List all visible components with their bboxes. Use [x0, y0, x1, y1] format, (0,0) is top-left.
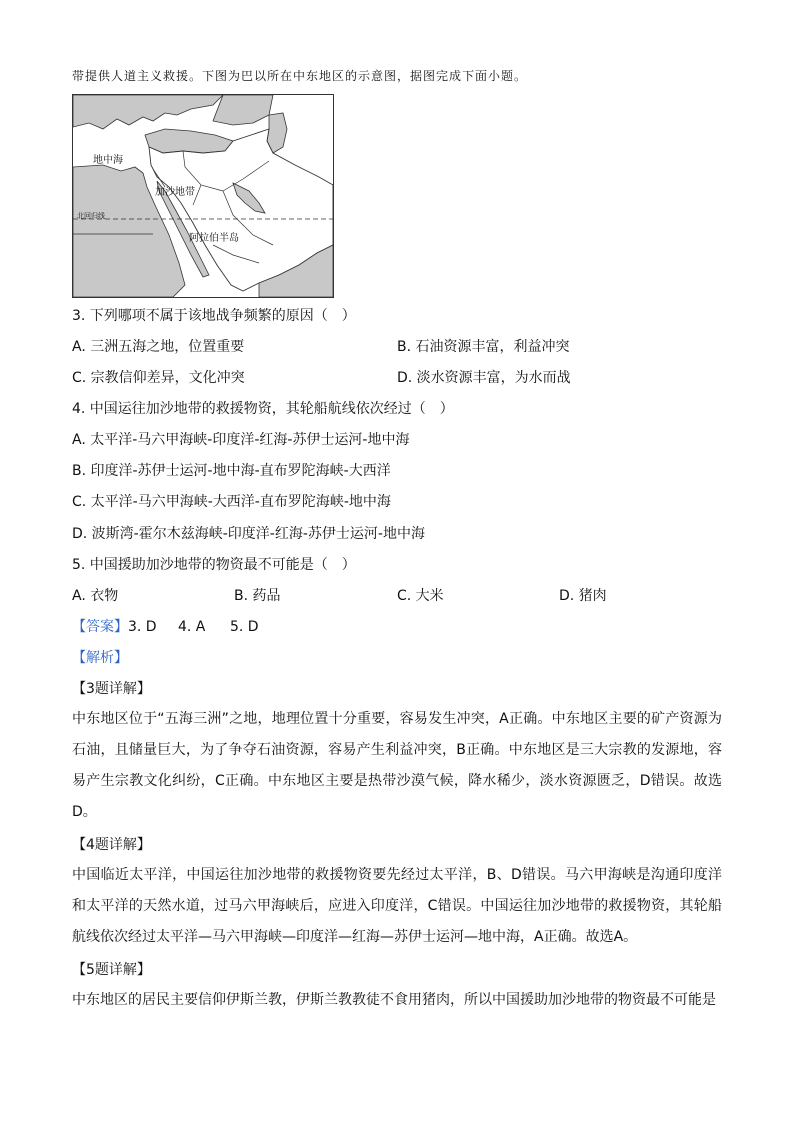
- answer-4: 4. A: [178, 619, 206, 635]
- q4-option-d: D. 波斯湾-霍尔木兹海峡-印度洋-红海-苏伊士运河-地中海: [72, 526, 425, 542]
- q4-stem: 4. 中国运往加沙地带的救援物资，其轮船航线依次经过（ ）: [72, 401, 454, 417]
- label-arabia: 阿拉伯半岛: [189, 233, 239, 244]
- d5-heading: 【5题详解】: [72, 962, 151, 978]
- answer-5: 5. D: [230, 619, 259, 635]
- answer-label: 【答案】: [72, 619, 128, 635]
- label-gaza: 加沙地带: [155, 187, 195, 198]
- q3-option-a: A. 三洲五海之地，位置重要: [72, 339, 245, 355]
- q3-option-b: B. 石油资源丰富，利益冲突: [397, 339, 570, 355]
- q5-option-c: C. 大米: [397, 588, 444, 604]
- q5-option-d: D. 猪肉: [559, 588, 607, 604]
- label-mediterranean: 地中海: [93, 155, 123, 166]
- intro-text: 带提供人道主义救援。下图为巴以所在中东地区的示意图，据图完成下面小题。: [72, 69, 528, 83]
- q5-option-b: B. 药品: [234, 588, 281, 604]
- label-tropic: 北回归线: [77, 212, 105, 220]
- answer-3: 3. D: [128, 619, 157, 635]
- q4-option-c: C. 太平洋-马六甲海峡-大西洋-直布罗陀海峡-地中海: [72, 494, 391, 510]
- middle-east-map: [72, 94, 334, 298]
- q5-stem: 5. 中国援助加沙地带的物资最不可能是（ ）: [72, 557, 356, 573]
- d3-heading: 【3题详解】: [72, 681, 151, 697]
- q3-option-c: C. 宗教信仰差异，文化冲突: [72, 370, 245, 386]
- q3-option-d: D. 淡水资源丰富，为水而战: [397, 370, 571, 386]
- d5-text: 中东地区的居民主要信仰伊斯兰教，伊斯兰教教徒不食用猪肉，所以中国援助加沙地带的物资最不可能是: [72, 992, 716, 1008]
- d3-text: 中东地区位于“五海三洲”之地，地理位置十分重要，容易发生冲突，A正确。中东地区主要的矿产资源为石油，且储量巨大，为了争夺石油资源，容易产生利益冲突，B正确。中东地区是三大宗教的发源地，容易产生宗教文化纠纷，C正确。中东地区主要是热带沙漠气候，降水稀少，淡水资源匮乏，D错误。故选D。: [72, 711, 722, 820]
- d4-text: 中国临近太平洋，中国运往加沙地带的救援物资要先经过太平洋，B、D错误。马六甲海峡是沟通印度洋和太平洋的天然水道，过马六甲海峡后，应进入印度洋，C错误。中国运往加沙地带的救援物资，其轮船航线依次经过太平洋—马六甲海峡—印度洋—红海—苏伊士运河—地中海，A正确。故选A。: [72, 867, 722, 945]
- q5-option-a: A. 衣物: [72, 588, 119, 604]
- q4-option-a: A. 太平洋-马六甲海峡-印度洋-红海-苏伊士运河-地中海: [72, 432, 410, 448]
- q3-stem: 3. 下列哪项不属于该地战争频繁的原因（ ）: [72, 308, 356, 324]
- d4-heading: 【4题详解】: [72, 837, 151, 853]
- q4-option-b: B. 印度洋-苏伊士运河-地中海-直布罗陀海峡-大西洋: [72, 463, 391, 479]
- analysis-label: 【解析】: [72, 650, 128, 666]
- answer-line: [72, 617, 259, 637]
